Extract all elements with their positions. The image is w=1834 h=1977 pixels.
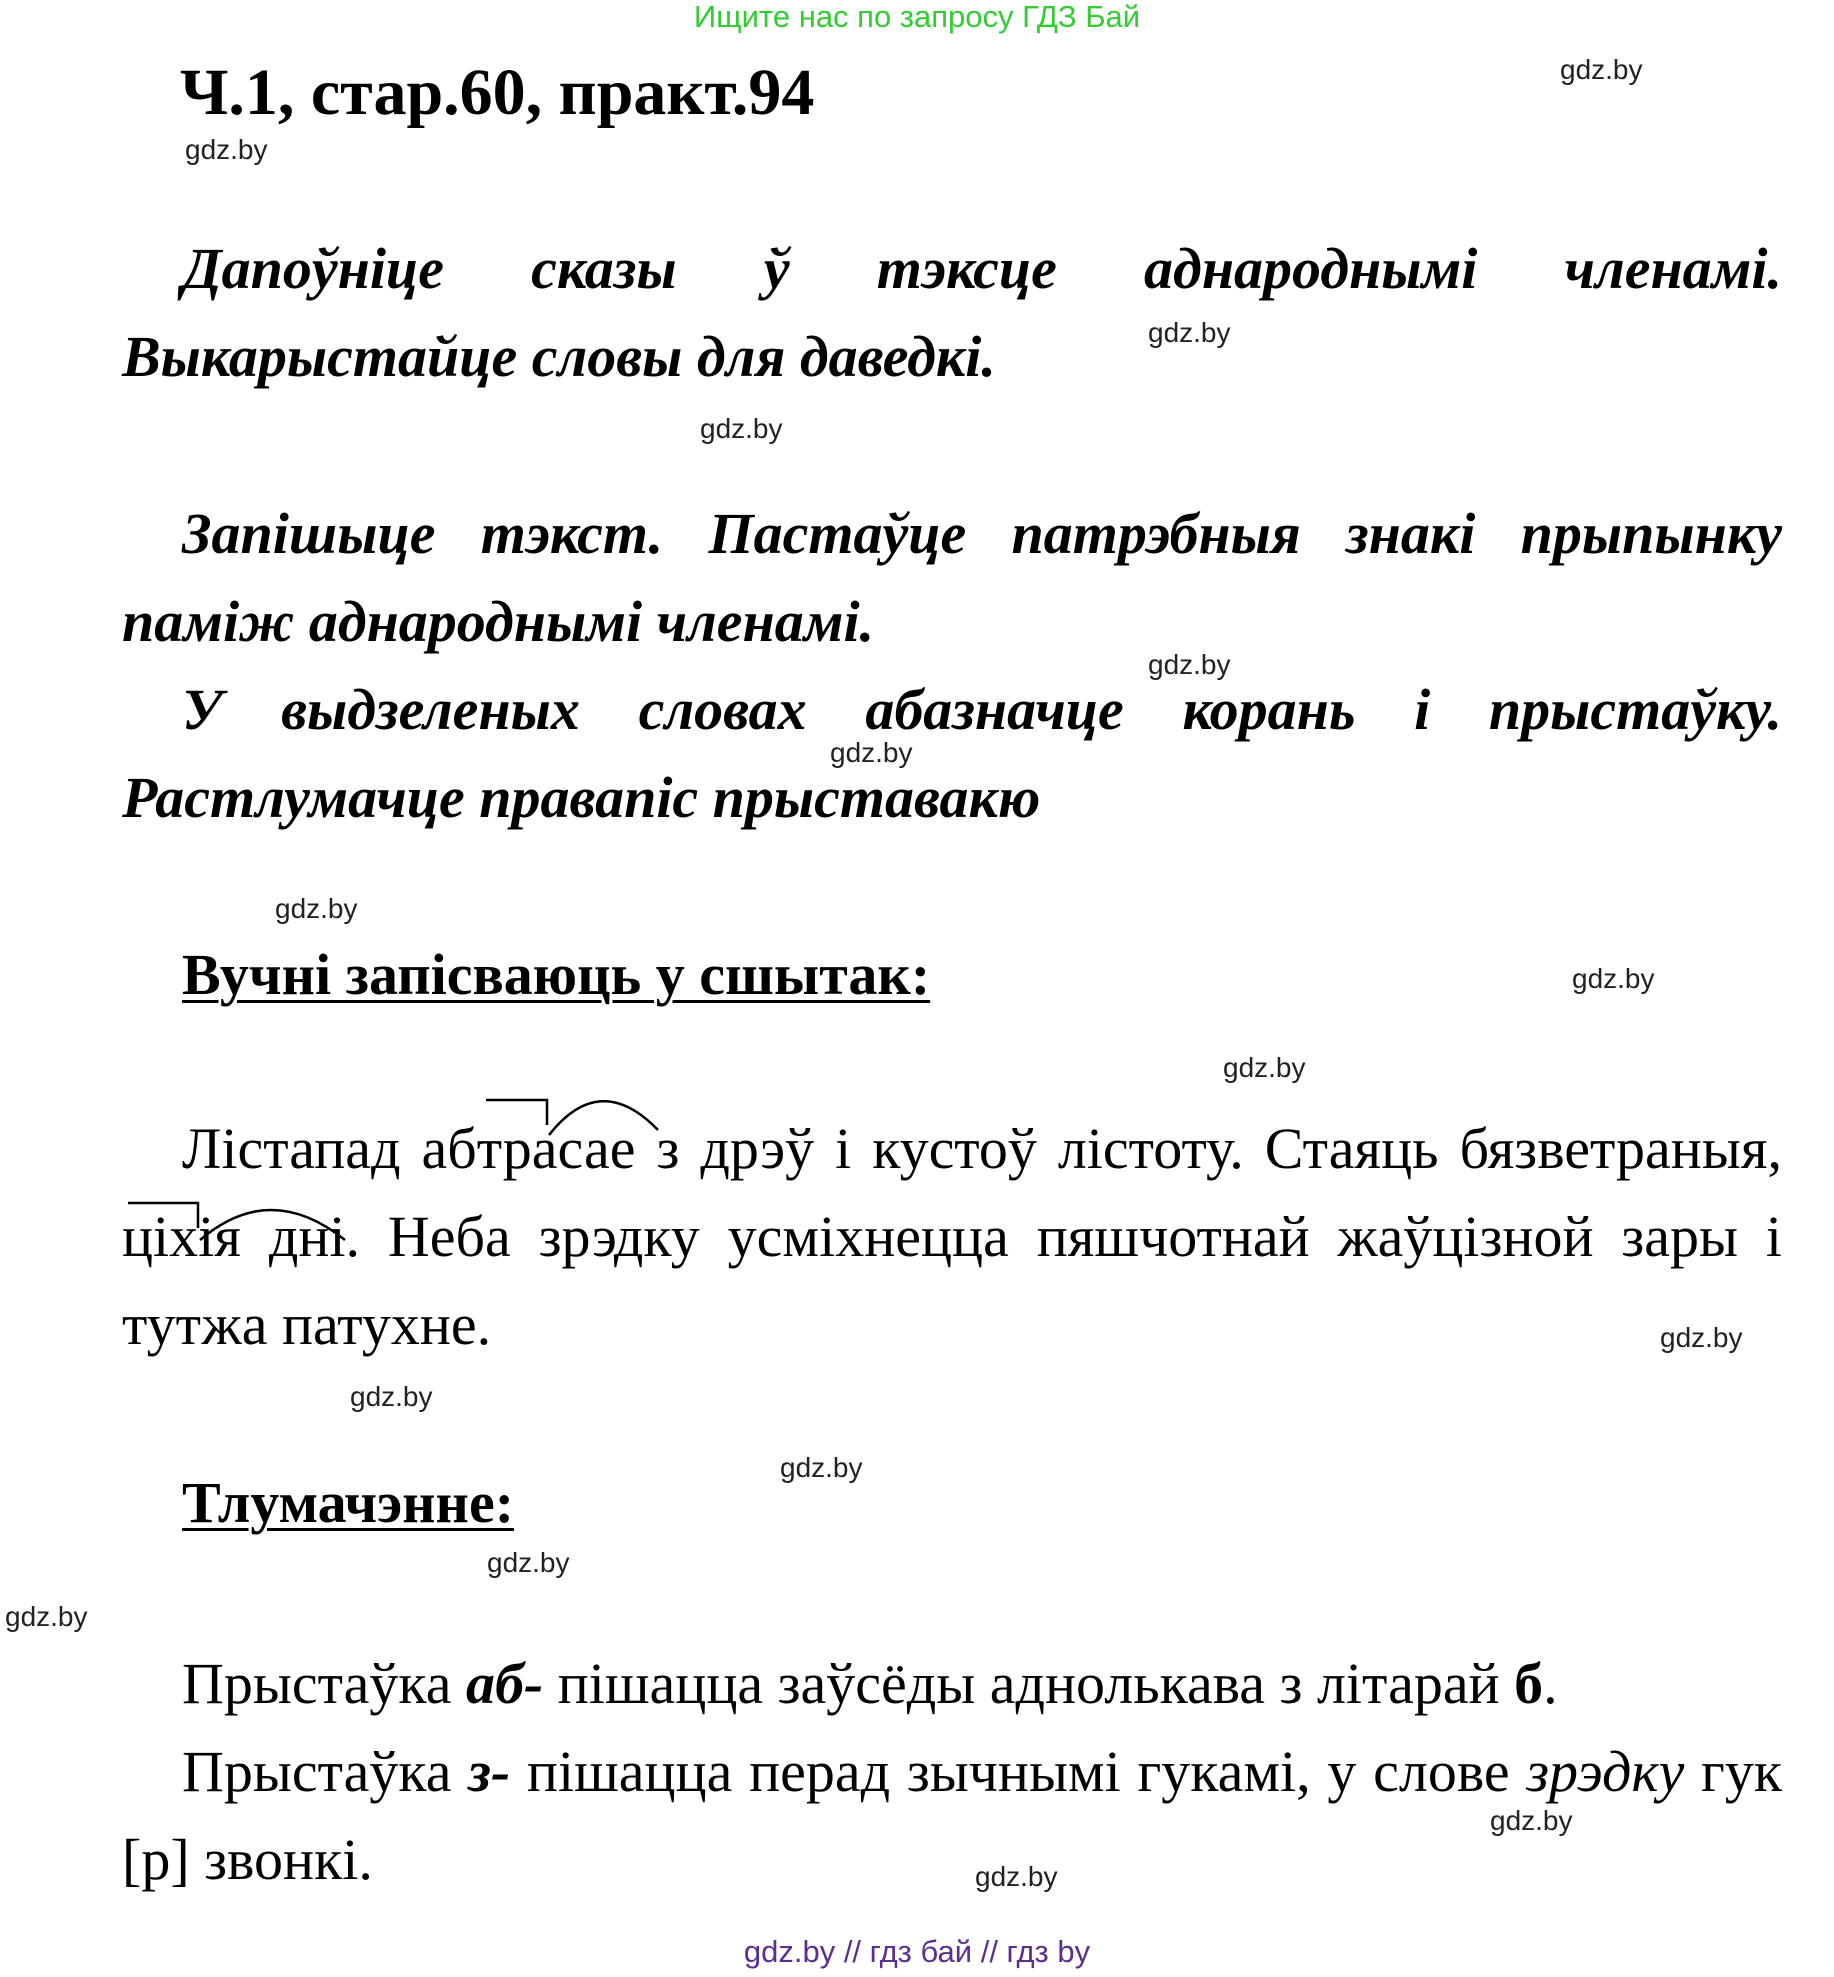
watermark: gdz.by [487, 1547, 570, 1578]
explanation-text-part: Прыстаўка [182, 1739, 452, 1804]
watermark: gdz.by [5, 1601, 88, 1632]
watermark: gdz.by [1223, 1052, 1306, 1083]
watermark: gdz.by [780, 1452, 863, 1483]
task-text: Дапоўніце сказы ў тэксце аднароднымі членамі. Выкарыстайце словы для даведкі. [122, 236, 1782, 389]
notebook-text [122, 1105, 1782, 1369]
explanation-text-part: пішацца перад зычнымі гукамі, у слове [510, 1739, 1510, 1804]
watermark: gdz.by [1660, 1322, 1743, 1353]
explanation-text-part: . [1543, 1651, 1558, 1716]
notebook-paragraph: Лістапад абтрасае з дрэў і кустоў лістоту. Стаяць бязветраныя, ціхія дні. Неба зрэдку усміхнецца пяшчотнай жаўцізной зары і тутжа патухне. [122, 1116, 1782, 1357]
prefix-ab: аб- [465, 1651, 544, 1716]
watermark: gdz.by [830, 737, 913, 768]
watermark: gdz.by [275, 893, 358, 924]
page-title: Ч.1, стар.60, практ.94 [180, 56, 815, 129]
watermark: gdz.by [975, 1861, 1058, 1892]
prefix-z: з- [468, 1739, 511, 1804]
explanation-text-part: Прыстаўка [182, 1651, 452, 1716]
watermark: gdz.by [1490, 1805, 1573, 1836]
watermark: gdz.by [1560, 54, 1643, 85]
notebook-heading: Вучні запісваюць у сшытак: [182, 942, 931, 1007]
task-paragraph-1 [122, 225, 1782, 401]
task-text: Запішыце тэкст. Пастаўце патрэбныя знакі прыпынку паміж аднароднымі членамі. [122, 501, 1782, 654]
watermark: gdz.by [700, 413, 783, 444]
watermark: gdz.by [1148, 649, 1231, 680]
watermark: gdz.by [350, 1381, 433, 1412]
watermark: gdz.by [1148, 317, 1231, 348]
explanation-text-part: пішацца заўсёды аднолькава з літарай [543, 1651, 1500, 1716]
example-word: зрэдку [1526, 1739, 1685, 1804]
task-text: У выдзеленых словах абазначце корань і прыстаўку. Растлумачце правапіс прыставакю [122, 677, 1782, 830]
explanation-text [122, 1640, 1782, 1904]
watermark: gdz.by [185, 134, 268, 165]
explanation-text-part: гук [р] звонкі. [122, 1739, 1783, 1892]
explanation-line-1 [122, 1640, 1782, 1728]
letter-b: б [1514, 1651, 1544, 1716]
explanation-heading: Тлумачэнне: [182, 1470, 515, 1535]
footer-links[interactable]: gdz.by // гдз бай // гдз by [743, 1934, 1091, 1969]
watermark: gdz.by [1572, 963, 1655, 994]
top-banner[interactable]: Ищите нас по запросу ГДЗ Бай [693, 0, 1141, 34]
task-paragraph-2 [122, 490, 1782, 842]
explanation-line-2 [122, 1728, 1782, 1904]
